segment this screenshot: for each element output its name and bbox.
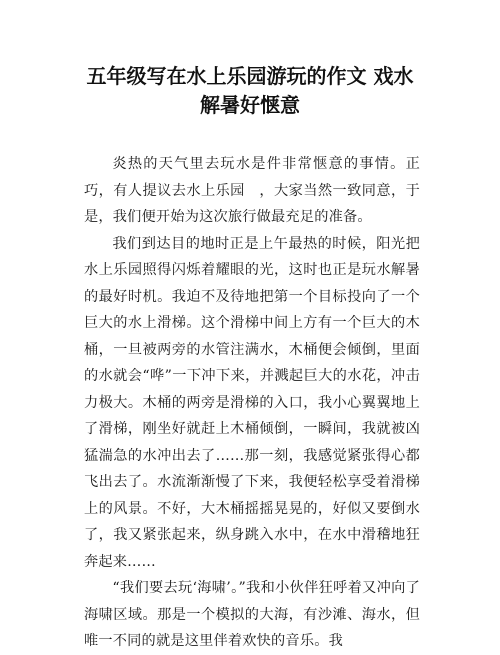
- paragraph: “我们要去玩‘海啸’。”我和小伙伴狂呼着又冲向了海啸区域。那是一个模拟的大海，有沙滩、海水，但唯一不同的就是这里伴着欢快的音乐。我: [84, 580, 420, 649]
- paragraph: 炎热的天气里去玩水是件非常惬意的事情。正巧，有人提议去水上乐园 ，大家当然一致同意，于是，我们便开始为这次旅行做最充足的准备。: [84, 156, 420, 225]
- paragraph: 我们到达目的地时正是上午最热的时候，阳光把水上乐园照得闪烁着耀眼的光，这时也正是玩水解暑的最好时机。我迫不及待地把第一个目标投向了一个巨大的水上滑梯。这个滑梯中间上方有一个巨大的木桶，一旦被两旁的水管注满水，木桶便会倾倒，里面的水就会“哗”一下冲下来，并溅起巨大的水花，冲击力极大。木桶的两旁是滑梯的入口，我小心翼翼地上了滑梯，刚坐好就赶上木桶倾倒，一瞬间，我就被凶猛湍急的水冲出去了……那一刻，我感觉紧张得心都飞出去了。水流渐渐慢了下来，我便轻松享受着滑梯上的风景。不好，大木桶摇摇晃晃的，好似又要倒水了，我又紧张起来，纵身跳入水中，在水中滑稽地狂奔起来……: [84, 235, 420, 570]
- page-title-continued: 解暑好惬意: [200, 93, 300, 117]
- article-body: [84, 151, 420, 655]
- page-title: 五年级写在水上乐园游玩的作文 戏水: [86, 64, 414, 88]
